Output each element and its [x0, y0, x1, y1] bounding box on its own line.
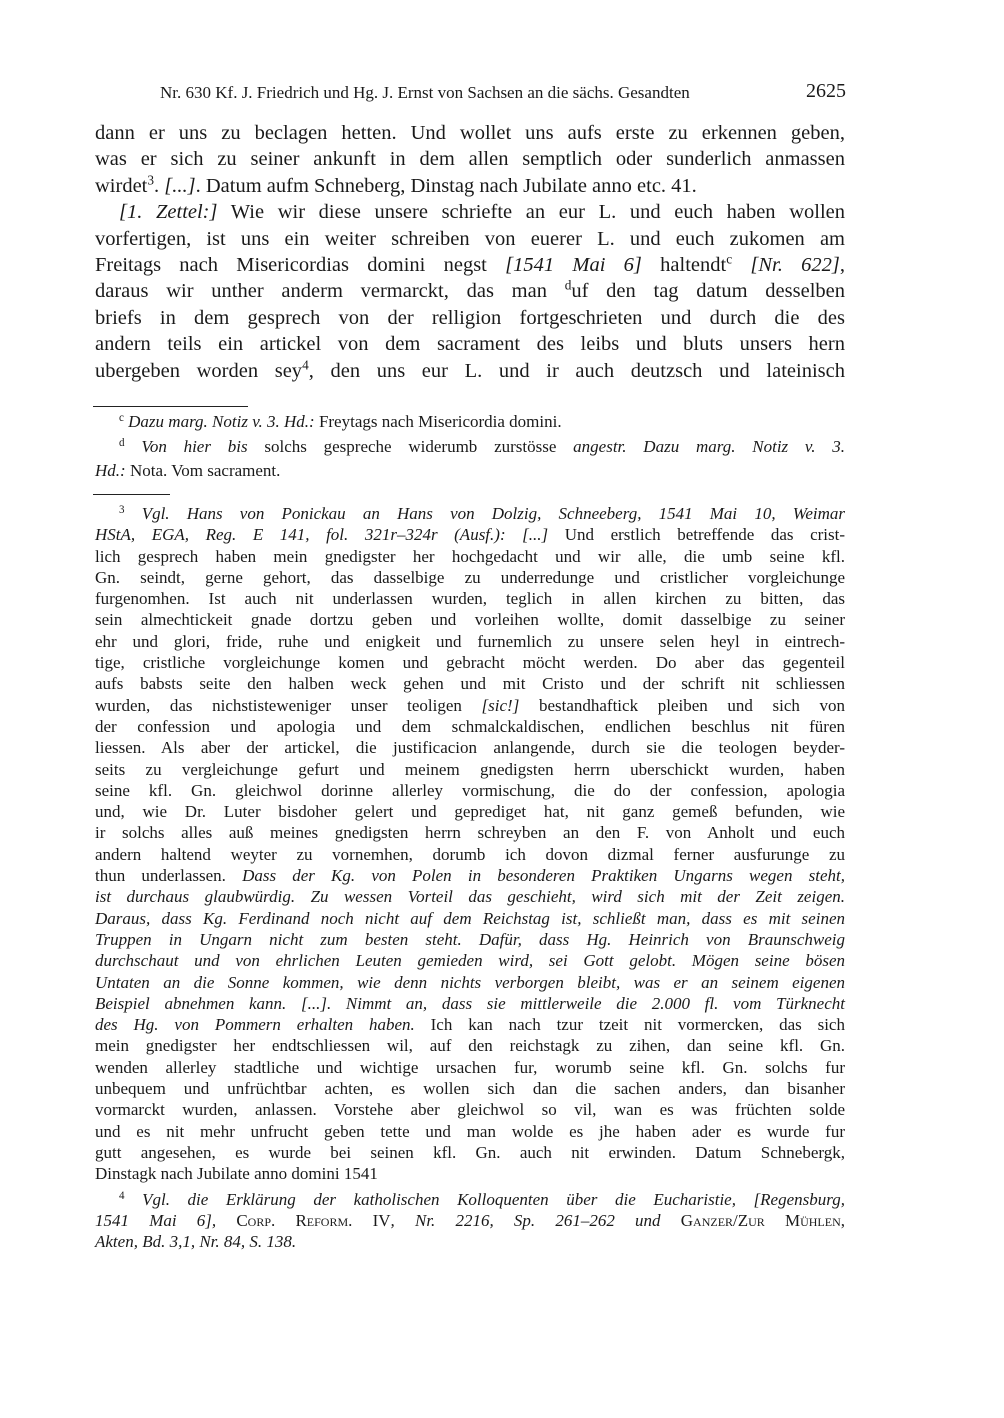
italic-text: Hd.: — [95, 461, 126, 480]
italic-text: Vgl. Hans von Ponickau an Hans von Dolzig, Schneeberg, 1541 Mai 10, Weimar — [141, 504, 845, 523]
paragraph — [95, 503, 845, 1185]
text-line — [95, 1189, 845, 1210]
text-line — [95, 908, 845, 929]
text-line — [95, 459, 845, 483]
italic-text: des Hg. von Pommern erhalten haben. — [95, 1015, 415, 1035]
text-line — [95, 226, 845, 252]
text-line — [95, 567, 845, 588]
italic-text: angestr. Dazu marg. Notiz v. 3. — [573, 437, 845, 456]
paragraph — [95, 410, 845, 434]
page-number: 2625 — [806, 80, 846, 102]
text-run: Dinstagk nach Jubilate anno domini 1541 — [95, 1164, 378, 1184]
italic-text: , Nr. 2216, Sp. 261–262 und — [390, 1210, 681, 1230]
note-marker: 4 — [119, 1189, 125, 1202]
italic-text: [sic!] — [481, 695, 520, 715]
note-marker: d — [119, 436, 125, 449]
text-line — [95, 844, 845, 865]
italic-text: Von hier bis — [141, 437, 248, 456]
text-line — [95, 1078, 845, 1099]
text-run — [125, 437, 142, 456]
text-run: ir solchs alles auß meines gnedigsten herrn schreyben an den F. von Anholt und euch — [95, 823, 845, 843]
note-marker: c — [119, 411, 124, 424]
text-run — [732, 254, 750, 276]
italic-text: Truppen in Ungarn nicht zum besten steht. Dafür, dass Hg. Heinrich von Braunschweig — [95, 929, 845, 949]
text-line — [95, 972, 845, 993]
text-line — [95, 1057, 845, 1078]
text-run: und, wie Dr. Luter bisdoher gelert und geprediget hat, nit ganz gemeß befunden, wie — [95, 802, 845, 822]
paragraph — [95, 199, 845, 384]
text-run: ehr und glori, fride, ruhe und enigkeit und furnemlich zu unsere selen heyl in eintrech- — [95, 631, 845, 651]
text-run: uf den tag datum desselben — [571, 280, 845, 303]
text-line — [95, 609, 845, 630]
text-line — [95, 1099, 845, 1120]
italic-text: [...] — [164, 174, 196, 197]
text-run: Corp. Reform. — [236, 1210, 353, 1230]
footnote-rule-commentary — [93, 494, 170, 495]
text-line — [95, 358, 845, 384]
italic-text: Dazu marg. Notiz v. 3. Hd.: — [128, 412, 315, 431]
text-run: dann er uns zu beclagen hetten. Und wollet uns aufs erste zu erkennen geben, — [95, 122, 845, 144]
text-run: seine kfl. Gn. gleichwol dorinne allerley vormischung, die do der confession, apologia — [95, 780, 845, 800]
text-run: bestandhaftick pleiben und sich von — [519, 695, 845, 715]
note-marker: c — [726, 251, 733, 267]
text-line — [95, 865, 845, 886]
text-line — [95, 173, 845, 199]
footnote-rule-text-notes — [93, 406, 248, 407]
commentary-footnotes — [95, 503, 845, 1252]
text-line — [95, 410, 845, 434]
text-run: wirdet — [95, 174, 148, 197]
paragraph — [95, 435, 845, 483]
text-run: seits zu vergleichunge gefurt und meinem gnedigsten herrn uberschickt wurden, haben — [95, 759, 845, 779]
text-run: Gn. seindt, gerne gehort, das dasselbige zu underredunge und cristlicher vorgleichunge — [95, 567, 845, 587]
italic-text: Vgl. die Erklärung der katholischen Kolloquenten über die Eucharistie, [Regensburg, — [142, 1189, 845, 1209]
italic-text: Untaten an die Sonne kommen, wie denn nichts verborgen bleibt, was er an seinem eigenen — [95, 972, 845, 992]
text-run: furgenomhen. Ist auch nit underlassen wurden, teglich in allen kirchen zu bitten, das — [95, 589, 845, 609]
text-run: und es nit mehr unfrucht geben tette und man wolde es jhe haben ader es wurde fur — [95, 1121, 845, 1141]
text-line — [95, 305, 845, 331]
text-run: was er sich zu seiner ankunft in dem allen semptlich oder sunderlich anmassen — [95, 148, 845, 171]
text-line — [95, 673, 845, 694]
text-line — [95, 886, 845, 907]
italic-text: [1541 Mai 6] — [505, 253, 642, 276]
text-line — [95, 652, 845, 673]
text-run: sein almechtickeit gnade dortzu geben und vorleihen wollte, domit dasselbige zu seiner — [95, 610, 845, 630]
text-run: lich gesprech haben mein gnedigster her hochgedacht und wir alle, die umb seine kfl. — [95, 546, 845, 566]
text-run: andern teils ein artickel von dem sacrament des leibs und bluts unsers hern — [95, 333, 845, 356]
text-run: , — [839, 253, 846, 276]
text-run: gutt angesehen, es wurde bei seinen kfl. Gn. auch nit erwinden. Datum Schnebergk, — [95, 1142, 845, 1162]
text-run: Freytags nach Misericordia domini. — [314, 412, 562, 431]
text-run: Freitags nach Misericordias domini negst — [95, 253, 506, 276]
text-line — [95, 546, 845, 567]
text-line — [95, 929, 845, 950]
note-marker: 3 — [119, 503, 125, 516]
text-run — [125, 1190, 143, 1209]
text-run: solchs gespreche widerumb zurstösse — [247, 437, 574, 456]
text-run: tige, cristliche vorgleichunge komen und gebracht möcht werden. Do aber das gegenteil — [95, 653, 845, 673]
text-run: wurden, das nichstisteweniger unser teoligen — [95, 695, 482, 715]
text-run: Und erstlich betreffende das crist- — [548, 525, 846, 545]
text-run: Ich kan nach tzur tzeit nit vormercken, das sich — [414, 1015, 845, 1035]
main-text — [95, 120, 845, 384]
italic-text: Daraus, dass Kg. Ferdinand noch nicht auf dem Reichstag ist, schließt man, dass es mit seinen — [95, 908, 845, 928]
text-line — [95, 331, 845, 357]
text-line — [95, 631, 845, 652]
text-line — [95, 1210, 845, 1231]
text-line — [95, 1231, 845, 1252]
text-run: Ganzer/Zur Mühlen — [680, 1210, 841, 1230]
text-run: . Datum aufm Schneberg, Dinstag nach Jubilate anno etc. 41. — [195, 174, 697, 197]
text-run: , den uns eur L. und ir auch deutzsch und lateinisch — [308, 359, 845, 382]
text-line — [95, 801, 845, 822]
italic-text: [1. Zettel:] — [119, 201, 218, 224]
text-line — [95, 120, 845, 146]
text-run: unbequem und unfrüchtbar achten, es wollen sich dan die sachen anders, dan bisanher — [95, 1079, 845, 1099]
text-run: , — [840, 1210, 846, 1230]
paragraph — [95, 1189, 845, 1253]
italic-text: [Nr. 622] — [750, 253, 840, 276]
text-run: IV — [352, 1210, 391, 1230]
text-run — [216, 1211, 236, 1230]
text-line — [95, 780, 845, 801]
text-run: vormarckt wurden, anlassen. Vorstehe aber gleichwol so vil, wan es was früchten solde — [95, 1100, 845, 1120]
text-line — [95, 1163, 845, 1184]
text-run: briefs in dem gesprech von der relligion fortgeschrieten und durch die des — [95, 306, 845, 329]
italic-text: Dass der Kg. von Polen in besonderen Praktiken Ungarns wegen steht, — [242, 866, 845, 886]
text-run: thun underlassen. — [95, 866, 243, 886]
text-line — [95, 759, 845, 780]
text-line — [95, 588, 845, 609]
text-line — [95, 435, 845, 459]
text-line — [95, 695, 845, 716]
italic-text: Akten, Bd. 3,1, Nr. 84, S. 138. — [95, 1232, 297, 1252]
italic-text: 1541 Mai 6], — [95, 1210, 217, 1230]
text-run: Nota. Vom sacrament. — [125, 461, 281, 480]
text-run: daraus wir unther anderm vermarckt, das man — [95, 280, 565, 303]
italic-text: durchschaut und von ehrlichen Leuten gemieden wird, sei Gott gelobt. Mögen seine bösen — [95, 951, 845, 971]
text-line — [95, 950, 845, 971]
running-title: Nr. 630 Kf. J. Friedrich und Hg. J. Ernst von Sachsen an die sächs. Gesandten — [160, 83, 690, 102]
running-header — [160, 80, 846, 106]
text-line — [95, 524, 845, 545]
italic-text: HStA, EGA, Reg. E 141, fol. 321r–324r (Ausf.): [...] — [95, 525, 549, 545]
text-line — [95, 1035, 845, 1056]
text-line — [95, 199, 845, 225]
text-run: haltendt — [641, 253, 727, 276]
text-line — [95, 503, 845, 524]
note-marker: d — [564, 278, 572, 294]
text-run: der confession und apologia und dem schmalckaldischen, endlichen beschlus nit füren — [95, 716, 845, 736]
text-line — [95, 1014, 845, 1035]
note-marker: 3 — [147, 172, 155, 188]
text-line — [95, 716, 845, 737]
text-run: andern haltend weyter zu vornemhen, dorumb ich dovon dizmal ferner ausfurunge zu — [95, 844, 845, 864]
text-line — [95, 822, 845, 843]
text-run: wenden allerley stadtliche und wichtige ursachen fur, worumb seine kfl. Gn. solchs fur — [95, 1057, 845, 1077]
italic-text: ist durchaus glaubwürdig. Zu wessen Vorteil das geschieht, wird sich mit der Zeit zeigen. — [95, 887, 845, 907]
text-line — [95, 1121, 845, 1142]
paragraph — [95, 120, 845, 199]
text-run: vorfertigen, ist uns ein weiter schreiben von euerer L. und euch zukomen am — [95, 227, 845, 250]
text-run: ubergeben worden sey — [95, 359, 303, 382]
text-run: . — [154, 174, 165, 197]
text-line — [95, 252, 845, 278]
text-line — [95, 146, 845, 172]
italic-text: Beispiel abnehmen kann. [...]. Nimmt an, dass sie mittlerweile die 2.000 fl. vom Türknecht — [95, 993, 845, 1013]
text-run: Wie wir diese unsere schriefte an eur L. und euch haben wollen — [217, 201, 845, 224]
note-marker: 4 — [302, 357, 309, 373]
text-line — [95, 993, 845, 1014]
text-run — [125, 504, 142, 523]
text-run: mein gnedigster her endtschliessen wil, auf den reichstagk zu zihen, dan seine kfl. Gn. — [95, 1036, 845, 1056]
text-run: liessen. Als aber der artickel, die justificacion anlangende, durch sie die teologen beyder- — [95, 738, 845, 758]
text-line — [95, 278, 845, 304]
text-critical-notes — [95, 410, 845, 483]
text-run: aufs babsts seite den halben weck gehen und mit Cristo und der schrift nit schliessen — [95, 674, 845, 694]
text-line — [95, 1142, 845, 1163]
text-line — [95, 737, 845, 758]
